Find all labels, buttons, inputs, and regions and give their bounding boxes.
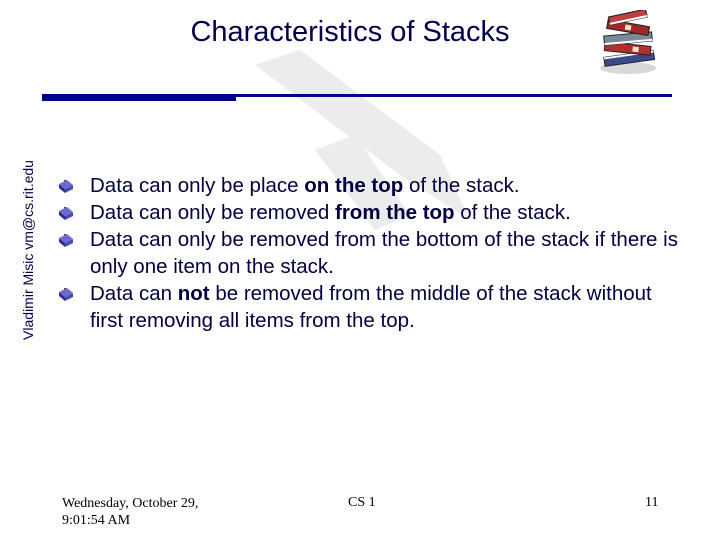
bullet-arrow-icon [58,288,74,302]
books-icon [595,10,661,76]
bullet-text: of the stack. [403,174,520,197]
slide-title: Characteristics of Stacks [190,16,510,48]
footer-course: CS 1 [348,495,376,510]
bullet-arrow-icon [58,207,74,221]
bullet-arrow-icon [58,180,74,194]
footer-date: Wednesday, October 29, 9:01:54 AM [62,496,199,528]
bullet-list [58,172,678,334]
bullet-text: Data can only be removed from the bottom of the stack if there is only one item on the stack. [90,228,678,278]
bullet-item [58,226,678,280]
bullet-text: Data can only be place [90,174,305,197]
side-author-text: Vladimir Misic vm@cs.rit.edu [20,160,36,340]
bullet-item [58,172,678,199]
bullet-emphasis-text: not [177,282,210,305]
bullet-arrow-icon [58,234,74,248]
footer-page-number: 11 [645,495,659,510]
title-underline-accent [42,94,236,101]
bullet-item [58,199,678,226]
bullet-emphasis-text: from the top [335,201,455,224]
bullet-text: of the stack. [454,201,571,224]
bullet-text: be removed from the middle of the stack without first removing all items from the top. [90,282,652,332]
bullet-emphasis-text: on the top [304,174,404,197]
bullet-item [58,280,678,334]
bullet-text: Data can [90,282,178,305]
bullet-text: Data can only be removed [90,201,335,224]
